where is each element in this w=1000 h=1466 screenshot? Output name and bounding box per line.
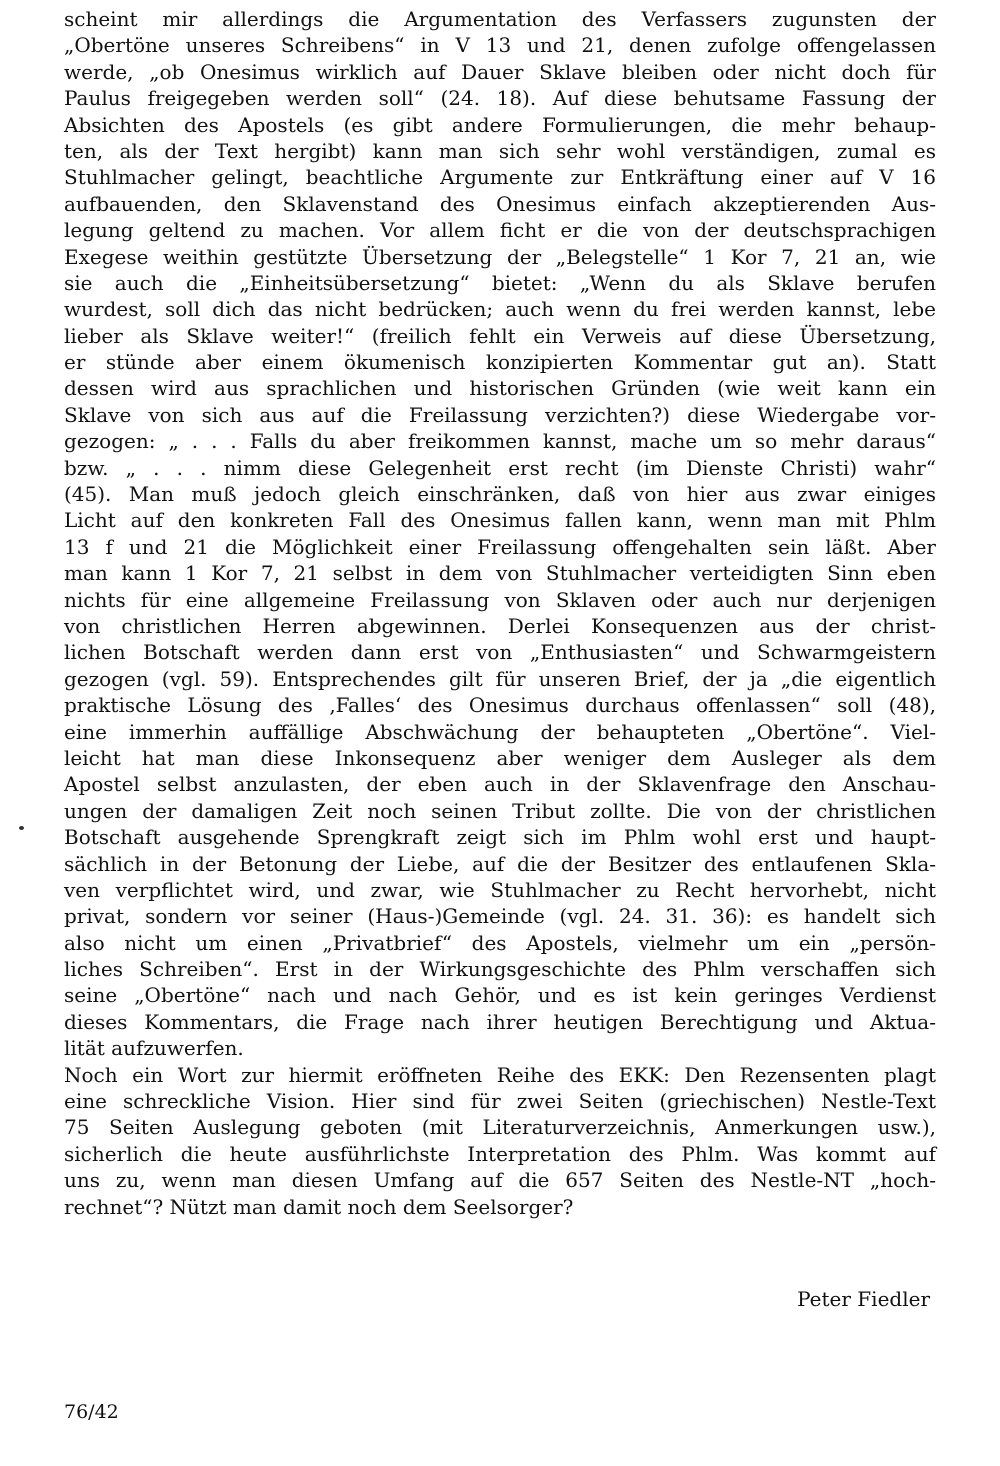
- text-line: gezogen (vgl. 59). Entsprechendes gilt für unseren Brief, der ja „die eigentlich: [64, 666, 936, 691]
- text-line: Licht auf den konkreten Fall des Onesimus fallen kann, wenn man mit Phlm: [64, 508, 936, 533]
- page-number: 76/42: [64, 1401, 119, 1423]
- text-line: er stünde aber einem ökumenisch konzipierten Kommentar gut an). Statt: [64, 350, 936, 375]
- text-line: also nicht um einen „Privatbrief“ des Apostels, vielmehr um ein „persön-: [64, 930, 936, 955]
- text-line: Stuhlmacher gelingt, beachtliche Argumente zur Entkräftung einer auf V 16: [64, 165, 936, 190]
- text-line: Absichten des Apostels (es gibt andere Formulierungen, die mehr behaup-: [64, 112, 936, 137]
- text-line: liches Schreiben“. Erst in der Wirkungsgeschichte des Phlm verschaffen sich: [64, 957, 936, 982]
- text-line: eine schreckliche Vision. Hier sind für zwei Seiten (griechischen) Nestle-Text: [64, 1089, 936, 1114]
- text-line: dieses Kommentars, die Frage nach ihrer heutigen Berechtigung und Aktua-: [64, 1009, 936, 1034]
- text-line: Botschaft ausgehende Sprengkraft zeigt sich im Phlm wohl erst und haupt-: [64, 825, 936, 850]
- text-line: lieber als Sklave weiter!“ (freilich fehlt ein Verweis auf diese Übersetzung,: [64, 323, 936, 348]
- text-line: von christlichen Herren abgewinnen. Derlei Konsequenzen aus der christ-: [64, 613, 936, 638]
- text-line: Noch ein Wort zur hiermit eröffneten Reihe des EKK: Den Rezensenten plagt: [64, 1062, 936, 1087]
- text-line: eine immerhin auffällige Abschwächung der behaupteten „Obertöne“. Viel-: [64, 719, 936, 744]
- text-line: (45). Man muß jedoch gleich einschränken, daß von hier aus zwar einiges: [64, 482, 936, 507]
- text-line: scheint mir allerdings die Argumentation des Verfassers zugunsten der: [64, 7, 936, 31]
- text-line: Exegese weithin gestützte Übersetzung der „Belegstelle“ 1 Kor 7, 21 an, wie: [64, 244, 936, 269]
- text-line: sicherlich die heute ausführlichste Interpretation des Phlm. Was kommt auf: [64, 1141, 936, 1166]
- text-line: man kann 1 Kor 7, 21 selbst in dem von Stuhlmacher verteidigten Sinn eben: [64, 561, 936, 586]
- text-line: sie auch die „Einheitsübersetzung“ bietet: „Wenn du als Sklave berufen: [64, 270, 936, 295]
- text-line: 13 f und 21 die Möglichkeit einer Freilassung offengehalten sein läßt. Aber: [64, 534, 936, 559]
- author-signature: Peter Fiedler: [797, 1287, 930, 1311]
- paragraph-end-line: rechnet“? Nützt man damit noch dem Seelsorger?: [64, 1194, 574, 1219]
- text-line: aufbauenden, den Sklavenstand des Onesimus einfach akzeptierenden Aus-: [64, 191, 936, 216]
- text-line: bzw. „ . . . nimm diese Gelegenheit erst recht (im Dienste Christi) wahr“: [64, 455, 936, 480]
- text-line: ten, als der Text hergibt) kann man sich sehr wohl verständigen, zumal es: [64, 138, 936, 163]
- text-line: sächlich in der Betonung der Liebe, auf die der Besitzer des entlaufenen Skla-: [64, 851, 936, 876]
- text-line: lichen Botschaft werden dann erst von „Enthusiasten“ und Schwarmgeistern: [64, 640, 936, 665]
- text-line: ven verpflichtet wird, und zwar, wie Stuhlmacher zu Recht hervorhebt, nicht: [64, 877, 936, 902]
- text-line: „Obertöne unseres Schreibens“ in V 13 und 21, denen zufolge offengelassen: [64, 33, 936, 58]
- text-line: werde, „ob Onesimus wirklich auf Dauer Sklave bleiben oder nicht doch für: [64, 59, 936, 84]
- text-line: dessen wird aus sprachlichen und historischen Gründen (wie weit kann ein: [64, 376, 936, 401]
- text-line: praktische Lösung des ‚Falles‘ des Onesimus durchaus offenlassen“ soll (48),: [64, 693, 936, 718]
- text-line: leicht hat man diese Inkonsequenz aber weniger dem Ausleger als dem: [64, 745, 936, 770]
- text-line: nichts für eine allgemeine Freilassung von Sklaven oder auch nur derjenigen: [64, 587, 936, 612]
- text-line: legung geltend zu machen. Vor allem ficht er die von der deutschsprachigen: [64, 218, 936, 243]
- text-line: Apostel selbst anzulasten, der eben auch in der Sklavenfrage den Anschau-: [64, 772, 936, 797]
- text-line: uns zu, wenn man diesen Umfang auf die 657 Seiten des Nestle-NT „hoch-: [64, 1168, 936, 1193]
- margin-mark: [19, 826, 24, 830]
- text-line: Sklave von sich aus auf die Freilassung verzichten?) diese Wiedergabe vor-: [64, 402, 936, 427]
- text-line: privat, sondern vor seiner (Haus-)Gemeinde (vgl. 24. 31. 36): es handelt sich: [64, 904, 936, 929]
- paragraph-end-line: lität aufzuwerfen.: [64, 1036, 244, 1061]
- text-line: ungen der damaligen Zeit noch seinen Tribut zollte. Die von der christlichen: [64, 798, 936, 823]
- review-body-text: [64, 6, 936, 1220]
- text-line: wurdest, soll dich das nicht bedrücken; auch wenn du frei werden kannst, lebe: [64, 297, 936, 322]
- text-line: seine „Obertöne“ nach und nach Gehör, und es ist kein geringes Verdienst: [64, 983, 936, 1008]
- text-line: Paulus freigegeben werden soll“ (24. 18). Auf diese behutsame Fassung der: [64, 86, 936, 111]
- text-line: gezogen: „ . . . Falls du aber freikommen kannst, mache um so mehr daraus“: [64, 429, 936, 454]
- text-line: 75 Seiten Auslegung geboten (mit Literaturverzeichnis, Anmerkungen usw.),: [64, 1115, 936, 1140]
